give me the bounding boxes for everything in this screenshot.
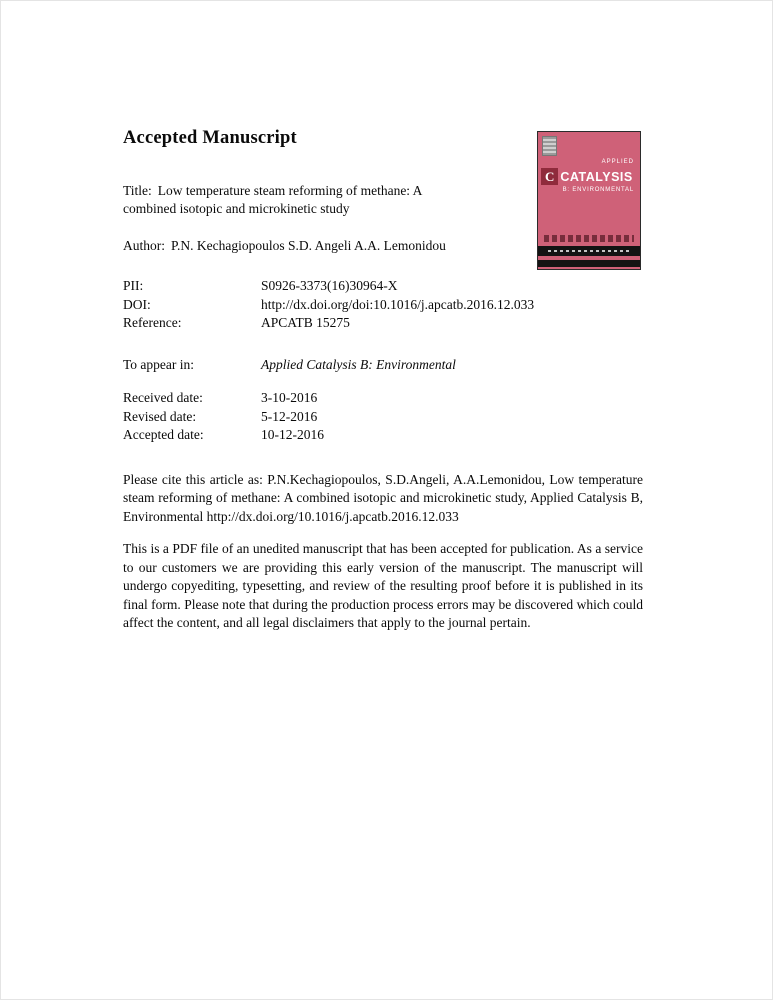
journal-cover-thumbnail xyxy=(537,131,641,270)
identifier-table xyxy=(123,277,643,333)
page-title: Accepted Manuscript xyxy=(123,128,297,148)
pii-label: PII: xyxy=(123,278,144,293)
publisher-logo-icon xyxy=(542,136,557,156)
citation-paragraph: Please cite this article as: P.N.Kechagiopoulos, S.D.Angeli, A.A.Lemonidou, Low temperature steam reforming of methane: A combined isotopic and microkinetic study, Applied Catalysis B, Environmental http://dx.doi.org/10.1016/j.apcatb.2016.12.033 xyxy=(123,471,643,524)
article-title-block xyxy=(123,182,475,219)
article-title-text: Low temperature steam reforming of methane: A combined isotopic and microkinetic study xyxy=(123,182,422,216)
received-date-row xyxy=(123,389,643,408)
pii-value: S0926-3373(16)30964-X xyxy=(261,278,398,293)
cover-journal-subtitle: B: ENVIRONMENTAL xyxy=(562,187,634,193)
cover-c-badge: C xyxy=(541,168,558,185)
revised-date-row xyxy=(123,408,643,427)
doi-value: http://dx.doi.org/doi:10.1016/j.apcatb.2016.12.033 xyxy=(261,296,535,312)
cover-bottom-band xyxy=(538,260,640,267)
disclaimer-paragraph: This is a PDF file of an unedited manuscript that has been accepted for publication. As a service to our customers we are providing this early version of the manuscript. The manuscript will undergo copyediting, typesetting, and review of the resulting proof before it is published in its final form. Please note that during the production process errors may be discovered which could affect the content, and all legal disclaimers that apply to the journal pertain. xyxy=(123,541,643,630)
title-label: Title: xyxy=(123,182,152,198)
author-label: Author: xyxy=(123,237,165,253)
received-date-label: Received date: xyxy=(123,390,203,405)
to-appear-row xyxy=(123,356,643,375)
reference-row xyxy=(123,314,643,333)
cover-applied-label: APPLIED xyxy=(601,159,634,165)
doi-label: DOI: xyxy=(123,296,151,312)
received-date-value: 3-10-2016 xyxy=(261,390,318,405)
cover-fine-print xyxy=(544,235,634,242)
accepted-date-label: Accepted date: xyxy=(123,427,204,442)
revised-date-value: 5-12-2016 xyxy=(261,408,318,424)
pii-row xyxy=(123,277,643,296)
accepted-date-value: 10-12-2016 xyxy=(261,427,324,442)
doi-row xyxy=(123,296,643,315)
to-appear-label: To appear in: xyxy=(123,356,195,372)
cover-title-row xyxy=(541,168,637,185)
cover-journal-title: CATALYSIS xyxy=(560,169,633,184)
accepted-date-row xyxy=(123,426,643,445)
revised-date-label: Revised date: xyxy=(123,408,197,424)
journal-name: Applied Catalysis B: Environmental xyxy=(261,356,456,372)
author-text: P.N. Kechagiopoulos S.D. Angeli A.A. Lemonidou xyxy=(171,237,446,253)
to-appear-table xyxy=(123,356,643,375)
dates-table xyxy=(123,389,643,445)
cover-black-band xyxy=(538,246,640,256)
reference-label: Reference: xyxy=(123,315,182,330)
reference-value: APCATB 15275 xyxy=(261,315,350,330)
